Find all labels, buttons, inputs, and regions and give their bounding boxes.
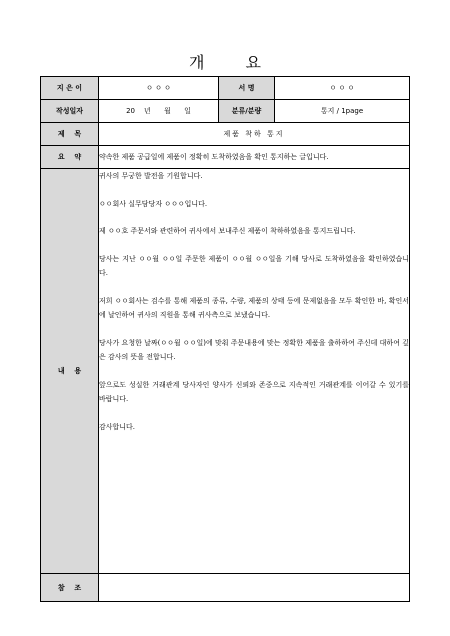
document-title: 개 요 <box>189 53 279 72</box>
category-label: 분류/분량 <box>219 100 275 123</box>
category-value: 통지 / 1page <box>275 100 410 123</box>
content-label: 내 용 <box>41 169 99 574</box>
content-paragraph-7: 앞으로도 성실한 거래관계 당사자인 양사가 신뢰와 존중으로 지속적인 거래관계를 이어갈 수 있기를 바랍니다. <box>99 380 409 403</box>
date-row <box>41 100 410 123</box>
reference-row <box>41 574 410 602</box>
author-value: ㅇ ㅇ ㅇ <box>99 77 219 100</box>
summary-value: 약속한 제품 공급일에 제품이 정확히 도착하였음을 확인 통지하는 글입니다. <box>99 146 410 169</box>
signature-value: ㅇ ㅇ ㅇ <box>275 77 410 100</box>
date-label: 작성일자 <box>41 100 99 123</box>
content-row <box>41 169 410 574</box>
subject-label: 제 목 <box>41 123 99 146</box>
content-paragraph-6: 당사가 요청한 날짜(ㅇㅇ월 ㅇㅇ일)에 맞춰 주문내용에 맞는 정확한 제품을 출하하여 주신데 대하여 깊은 감사의 뜻을 전합니다. <box>99 338 409 361</box>
document-table <box>40 76 410 602</box>
summary-row <box>41 146 410 169</box>
content-paragraph-1: 귀사의 무궁한 발전을 기원합니다. <box>99 172 203 180</box>
subject-row <box>41 123 410 146</box>
content-paragraph-2: ㅇㅇ회사 실무담당자 ㅇㅇㅇ입니다. <box>99 199 208 208</box>
author-label: 지 은 이 <box>41 77 99 100</box>
summary-label: 요 약 <box>41 146 99 169</box>
content-paragraph-3: 제 ㅇㅇ호 주문서와 관련하여 귀사에서 보내주신 제품이 착하하였음을 통지드립니다. <box>99 227 356 235</box>
date-value: 20 년 월 일 <box>99 100 219 123</box>
content-paragraph-5: 저희 ㅇㅇ회사는 검수를 통해 제품의 종류, 수량, 제품의 상태 등에 문제없음을 모두 확인한 바, 확인서에 날인하여 귀사의 직원을 통해 귀사측으로 보냈습니다. <box>99 296 409 319</box>
content-paragraph-8: 감사합니다. <box>99 422 136 431</box>
content-body <box>99 169 410 574</box>
reference-value <box>99 574 410 602</box>
reference-label: 참 조 <box>41 574 99 602</box>
subject-value: 제품 착하 통지 <box>99 123 410 146</box>
content-paragraph-4: 당사는 지난 ㅇㅇ월 ㅇㅇ일 주문한 제품이 ㅇㅇ월 ㅇㅇ일을 기해 당사로 도착하였음을 확인하였습니다. <box>99 254 409 277</box>
signature-label: 서 명 <box>219 77 275 100</box>
author-row <box>41 77 410 100</box>
